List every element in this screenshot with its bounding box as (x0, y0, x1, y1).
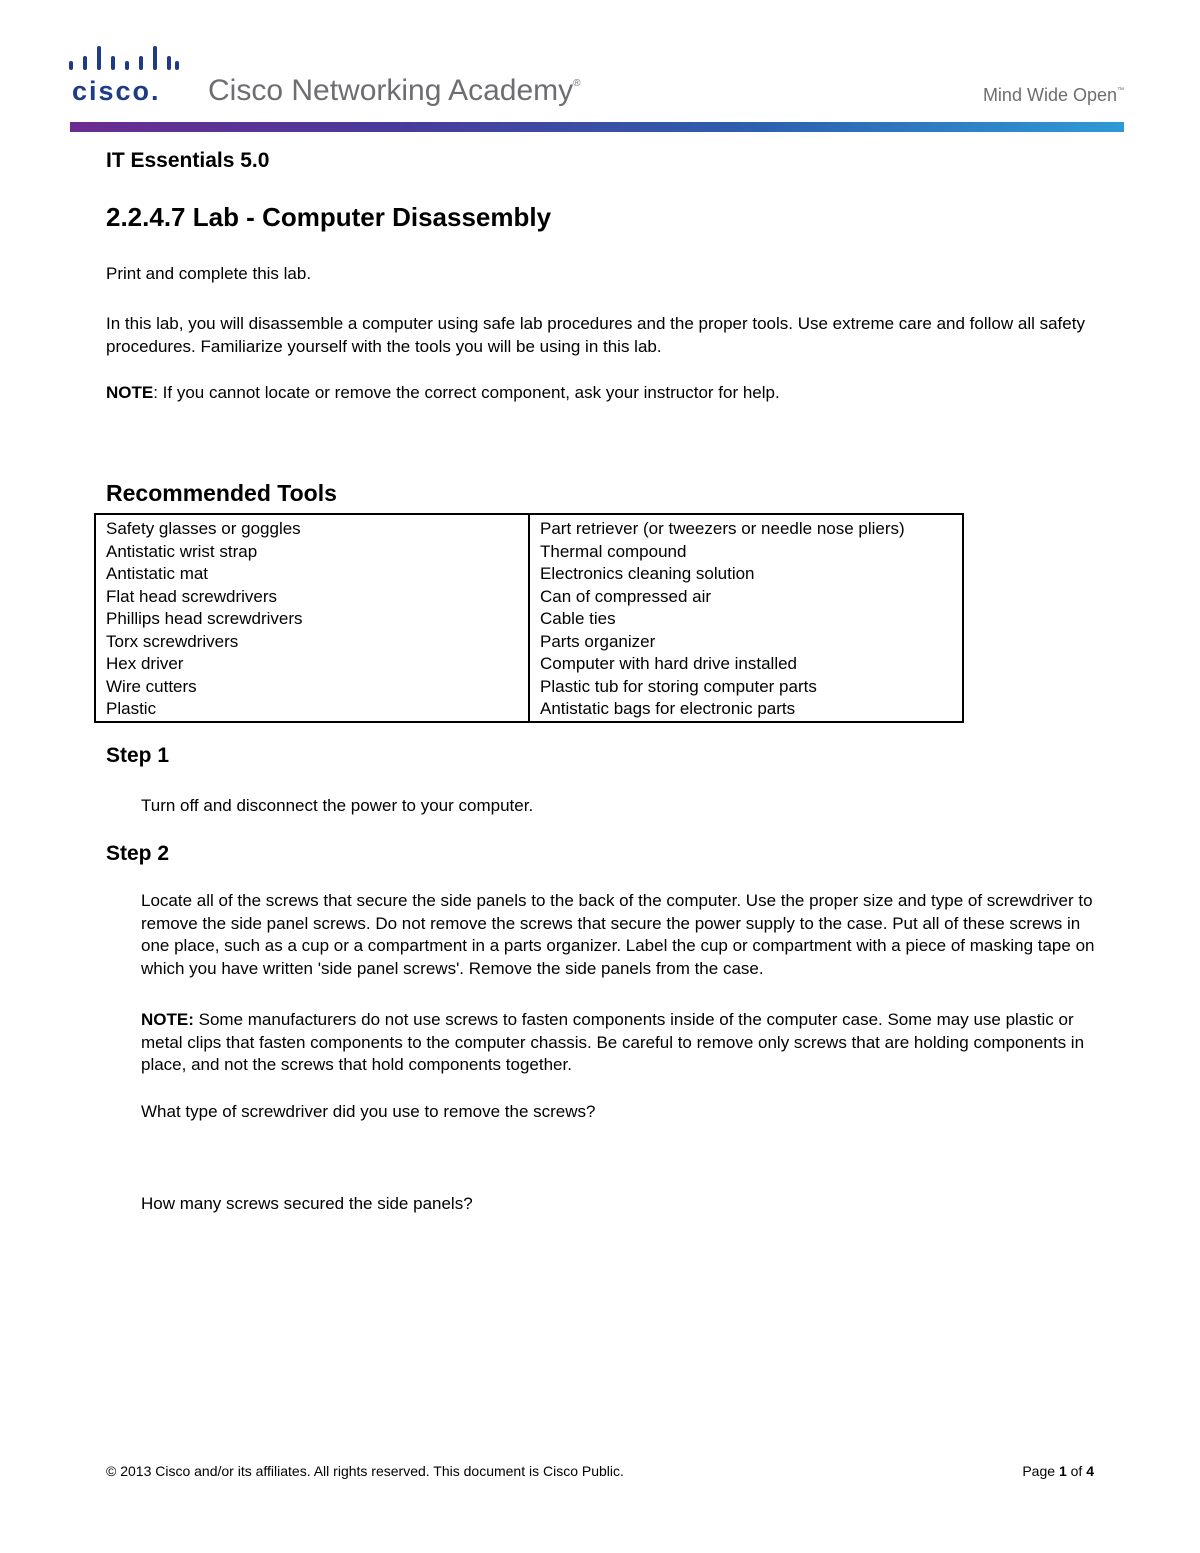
tool-item: Wire cutters (106, 676, 197, 696)
tool-item: Flat head screwdrivers (106, 586, 278, 606)
note-paragraph (106, 381, 1086, 404)
tools-heading: Recommended Tools (106, 480, 337, 506)
lab-title: 2.2.4.7 Lab - Computer Disassembly (106, 202, 552, 232)
academy-title: Cisco Networking Academy® (208, 74, 581, 107)
tool-item: Torx screwdrivers (106, 631, 239, 651)
instruction-text: Print and complete this lab. (106, 264, 312, 283)
tool-item: Thermal compound (540, 541, 687, 561)
tool-item: Antistatic wrist strap (106, 541, 258, 561)
note-text: Some manufacturers do not use screws to fasten components inside of the computer case. Some may use plastic or metal clips that fasten components to the computer chassis. Be careful to remove only screws that are holding components in place, and not the screws that hold components together. (141, 1010, 1085, 1074)
step1-text: Turn off and disconnect the power to your computer. (141, 796, 534, 815)
tool-item: Hex driver (106, 654, 184, 673)
tool-item: Plastic (106, 699, 157, 718)
tool-item: Safety glasses or goggles (106, 519, 301, 538)
step2-paragraph: Locate all of the screws that secure the side panels to the back of the computer. Use the proper size and type of screwdriver to remove the side panel screws. Do not remove the screws that secure the power supply to the case. Put all of these screws in one place, such as a cup or a compartment in a parts organizer. Label the cup or compartment with a piece of masking tape on which you have written 'side panel screws'. Remove the side panels from the case. (141, 891, 1095, 978)
tool-item: Phillips head screwdrivers (106, 609, 303, 628)
tool-item: Electronics cleaning solution (540, 564, 755, 583)
page-number: Page 1 of 4 (1022, 1463, 1094, 1479)
tool-item: Part retriever (or tweezers or needle nose pliers) (540, 519, 905, 538)
tool-item: Can of compressed air (540, 586, 712, 606)
tool-item: Antistatic bags for electronic parts (540, 699, 796, 718)
note-label: NOTE (106, 383, 154, 402)
tool-item: Parts organizer (540, 631, 656, 651)
cisco-logo-bars-icon (69, 44, 179, 74)
step2-note (141, 1009, 1096, 1077)
note-label: NOTE: (141, 1010, 194, 1029)
tool-item: Plastic tub for storing computer parts (540, 676, 817, 696)
course-title: IT Essentials 5.0 (106, 149, 270, 172)
page-header (0, 0, 1200, 140)
brand-color-band (70, 122, 1124, 132)
note-text: : If you cannot locate or remove the correct component, ask your instructor for help. (153, 383, 780, 402)
tool-item: Cable ties (540, 609, 616, 628)
tagline: Mind Wide Open™ (982, 85, 1124, 105)
tools-right-column (529, 514, 963, 722)
intro-paragraph: In this lab, you will disassemble a computer using safe lab procedures and the proper tools. Use extreme care and follow all safety procedures. Familiarize yourself with the tools you will be using in this lab. (106, 314, 1085, 356)
footer-copyright: © 2013 Cisco and/or its affiliates. All rights reserved. This document is Cisco Public. (106, 1463, 624, 1479)
step1-heading: Step 1 (106, 744, 170, 767)
question-screw-count: How many screws secured the side panels? (141, 1194, 473, 1213)
tools-table (94, 513, 964, 723)
question-screwdriver-type: What type of screwdriver did you use to remove the screws? (141, 1102, 596, 1121)
tool-item: Computer with hard drive installed (540, 654, 798, 673)
cisco-wordmark: cisco. (72, 76, 161, 106)
tool-item: Antistatic mat (106, 564, 209, 583)
step2-heading: Step 2 (106, 842, 170, 865)
tools-left-column (95, 514, 529, 722)
